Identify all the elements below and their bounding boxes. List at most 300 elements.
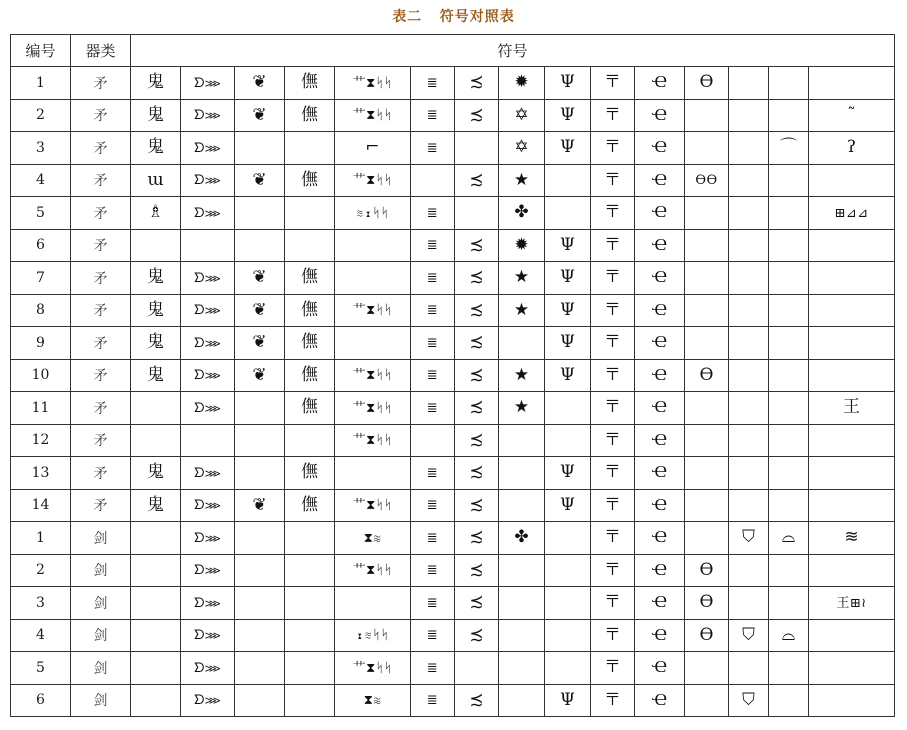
cicada-glyph: ❦	[252, 494, 267, 515]
flag-glyph: 〒	[604, 462, 621, 483]
bead-glyph: ϴ	[699, 592, 714, 613]
fish-hook-glyph: ≾	[469, 299, 484, 320]
fish-hook-glyph: ≾	[469, 592, 484, 613]
table-row	[11, 359, 895, 392]
tiger-mask-glyph: 鬼	[147, 72, 164, 93]
fence-glyph: ≣	[426, 628, 439, 644]
row-number: 5	[11, 197, 71, 230]
symbol-cell-arc	[769, 424, 809, 457]
symbol-cell-helmet-face	[285, 587, 335, 620]
symbol-cell-extra	[809, 652, 895, 685]
fish-hook-glyph: ≾	[469, 527, 484, 548]
table-caption: 表二 符号对照表	[392, 9, 515, 25]
hand-glyph: Ҽ	[652, 689, 667, 710]
trident-glyph: Ψ	[560, 72, 575, 93]
figure-glyph: ♗	[147, 202, 164, 223]
bead-glyph: ϴ	[699, 624, 714, 645]
symbol-cell-plant-hourglass	[335, 489, 411, 522]
symbol-cell-bead	[685, 392, 729, 425]
symbol-cell-star	[499, 619, 545, 652]
symbol-cell-fence	[411, 554, 455, 587]
symbol-cell-extra	[809, 522, 895, 555]
symbol-cell-plant-hourglass	[335, 457, 411, 490]
flag-glyph: 〒	[604, 364, 621, 385]
fish-hook-glyph: ≾	[469, 624, 484, 645]
flag-glyph: 〒	[604, 332, 621, 353]
header-symbols: 符号	[131, 35, 895, 67]
symbol-cell-hand-swirl	[635, 684, 685, 717]
tilde-glyph: ˜	[847, 104, 856, 125]
symbol-cell-star	[499, 457, 545, 490]
symbol-cell-helmet-face	[285, 197, 335, 230]
symbol-cell-hand-swirl	[635, 132, 685, 165]
symbol-cell-trident	[545, 684, 591, 717]
cicada-glyph: ❦	[252, 169, 267, 190]
symbol-cell-shield	[729, 67, 769, 100]
plant-hourglass-glyph: ⺾⧗ᛋᛋ	[352, 498, 393, 514]
symbol-cell-fence	[411, 424, 455, 457]
symbol-cell-fence	[411, 327, 455, 360]
symbol-cell-fence	[411, 522, 455, 555]
hand-glyph: Ҽ	[652, 234, 667, 255]
symbol-cell-extra	[809, 392, 895, 425]
symbol-cell-helmet-face	[285, 489, 335, 522]
symbol-cell-arc	[769, 652, 809, 685]
fence-glyph: ≣	[426, 368, 439, 384]
symbol-cell-helmet-face	[285, 262, 335, 295]
symbol-cell-hand-swirl	[635, 197, 685, 230]
hourglass-wave-glyph: ⧗≋	[363, 530, 382, 546]
row-type: 矛	[71, 392, 131, 425]
tiger-mask-glyph: 鬼	[147, 137, 164, 158]
tiger-body-glyph: ᗤ⋙	[193, 140, 222, 156]
symbol-cell-arc	[769, 132, 809, 165]
symbol-cell-tiger-body	[181, 392, 235, 425]
flag-glyph: 〒	[604, 72, 621, 93]
fence-glyph: ≣	[426, 563, 439, 579]
symbol-cell-tiger-mask	[131, 652, 181, 685]
symbol-cell-cicada	[235, 554, 285, 587]
symbol-cell-extra	[809, 327, 895, 360]
symbol-cell-helmet-face	[285, 652, 335, 685]
table-row	[11, 132, 895, 165]
symbol-cell-trident	[545, 262, 591, 295]
symbol-cell-hand-swirl	[635, 489, 685, 522]
tiger-body-glyph: ᗤ⋙	[193, 270, 222, 286]
symbol-cell-fish-hook	[455, 67, 499, 100]
symbol-cell-bead	[685, 262, 729, 295]
symbol-cell-tiger-body	[181, 67, 235, 100]
symbol-cell-tiger-body	[181, 587, 235, 620]
symbol-cell-fish-hook	[455, 392, 499, 425]
flag-glyph: 〒	[604, 592, 621, 613]
symbol-cell-star	[499, 164, 545, 197]
symbol-cell-bead	[685, 229, 729, 262]
symbol-cell-plant-hourglass	[335, 619, 411, 652]
symbol-cell-tiger-body	[181, 522, 235, 555]
row-number: 1	[11, 67, 71, 100]
symbol-cell-arc	[769, 587, 809, 620]
hand-glyph: Ҽ	[652, 169, 667, 190]
hand-glyph: Ҽ	[652, 299, 667, 320]
hand-glyph: Ҽ	[652, 104, 667, 125]
row-type: 剑	[71, 554, 131, 587]
symbol-cell-arc	[769, 229, 809, 262]
flag-glyph: 〒	[604, 527, 621, 548]
tiger-body-glyph: ᗤ⋙	[193, 530, 222, 546]
row-type: 剑	[71, 652, 131, 685]
symbol-cell-tiger-mask	[131, 587, 181, 620]
symbol-cell-cicada	[235, 229, 285, 262]
symbol-cell-helmet-face	[285, 359, 335, 392]
fence-glyph: ≣	[426, 465, 439, 481]
symbol-cell-arc	[769, 619, 809, 652]
symbol-cell-flag	[591, 262, 635, 295]
row-type: 剑	[71, 587, 131, 620]
hand-glyph: Ҽ	[652, 527, 667, 548]
row-type: 矛	[71, 99, 131, 132]
row-number: 9	[11, 327, 71, 360]
symbol-cell-fish-hook	[455, 684, 499, 717]
symbol-cell-tiger-body	[181, 489, 235, 522]
symbol-cell-plant-hourglass	[335, 392, 411, 425]
symbol-cell-shield	[729, 619, 769, 652]
symbol-cell-trident	[545, 424, 591, 457]
symbol-cell-helmet-face	[285, 619, 335, 652]
symbol-cell-tiger-body	[181, 99, 235, 132]
table-row	[11, 424, 895, 457]
flag-glyph: 〒	[604, 689, 621, 710]
symbol-cell-bead	[685, 684, 729, 717]
fence-glyph: ≣	[426, 660, 439, 676]
row-type: 矛	[71, 457, 131, 490]
row-type: 矛	[71, 132, 131, 165]
sun-star-glyph: ✹	[514, 72, 529, 93]
symbol-cell-bead	[685, 619, 729, 652]
symbol-cell-hand-swirl	[635, 652, 685, 685]
symbol-cell-flag	[591, 164, 635, 197]
symbol-cell-shield	[729, 522, 769, 555]
symbol-cell-star	[499, 229, 545, 262]
symbol-cell-fish-hook	[455, 327, 499, 360]
hand-glyph: Ҽ	[652, 72, 667, 93]
sun-star-glyph: ✹	[514, 234, 529, 255]
symbol-cell-tiger-body	[181, 684, 235, 717]
flag-glyph: 〒	[604, 202, 621, 223]
shield-glyph: ⛉	[742, 689, 755, 710]
symbol-cell-bead	[685, 197, 729, 230]
hourglass-wave-glyph: ⧗≋	[363, 693, 382, 709]
trident-glyph: Ψ	[560, 462, 575, 483]
trident-glyph: Ψ	[560, 494, 575, 515]
bead-glyph: ϴ	[699, 364, 714, 385]
symbol-cell-hand-swirl	[635, 359, 685, 392]
symbol-cell-plant-hourglass	[335, 294, 411, 327]
row-type: 剑	[71, 522, 131, 555]
symbol-cell-tiger-mask	[131, 489, 181, 522]
symbol-cell-extra	[809, 229, 895, 262]
solid-star-glyph: ★	[513, 169, 530, 190]
symbol-cell-plant-hourglass	[335, 164, 411, 197]
symbol-cell-helmet-face	[285, 327, 335, 360]
symbol-cell-shield	[729, 587, 769, 620]
symbol-cell-helmet-face	[285, 392, 335, 425]
tiger-body-glyph: ᗤ⋙	[193, 693, 222, 709]
symbol-cell-plant-hourglass	[335, 359, 411, 392]
tiger-mask-glyph: 鬼	[147, 299, 164, 320]
row-number: 13	[11, 457, 71, 490]
symbol-cell-tiger-mask	[131, 359, 181, 392]
symbol-cell-helmet-face	[285, 457, 335, 490]
symbol-cell-tiger-mask	[131, 327, 181, 360]
trident-glyph: Ψ	[560, 299, 575, 320]
symbol-cell-extra	[809, 619, 895, 652]
symbol-cell-arc	[769, 67, 809, 100]
symbol-cell-flag	[591, 132, 635, 165]
shield-glyph: ⛉	[742, 624, 755, 645]
table-row	[11, 197, 895, 230]
symbol-cell-helmet-face	[285, 164, 335, 197]
bead-glyph: ϴ	[699, 559, 714, 580]
row-number: 2	[11, 554, 71, 587]
symbol-cell-helmet-face	[285, 229, 335, 262]
table-row	[11, 522, 895, 555]
symbol-cell-plant-hourglass	[335, 652, 411, 685]
table-row	[11, 392, 895, 425]
symbol-cell-fence	[411, 392, 455, 425]
symbol-cell-extra	[809, 424, 895, 457]
symbol-cell-tiger-body	[181, 457, 235, 490]
symbol-cell-trident	[545, 67, 591, 100]
symbol-cell-tiger-mask	[131, 262, 181, 295]
symbol-cell-trident	[545, 587, 591, 620]
symbol-cell-hand-swirl	[635, 262, 685, 295]
symbol-cell-fence	[411, 619, 455, 652]
symbol-cell-tiger-mask	[131, 99, 181, 132]
fish-hook-glyph: ≾	[469, 689, 484, 710]
symbol-cell-bead	[685, 424, 729, 457]
solid-star-glyph: ★	[513, 364, 530, 385]
symbol-cell-bead	[685, 294, 729, 327]
symbol-cell-tiger-mask	[131, 164, 181, 197]
hand-glyph: Ҽ	[652, 462, 667, 483]
row-number: 4	[11, 164, 71, 197]
flag-glyph: 〒	[604, 169, 621, 190]
symbol-cell-flag	[591, 392, 635, 425]
row-number: 11	[11, 392, 71, 425]
symbol-cell-flag	[591, 197, 635, 230]
row-number: 4	[11, 619, 71, 652]
symbol-cell-helmet-face	[285, 424, 335, 457]
symbol-cell-tiger-mask	[131, 684, 181, 717]
symbol-cell-flag	[591, 99, 635, 132]
symbol-cell-extra	[809, 132, 895, 165]
symbol-cell-shield	[729, 99, 769, 132]
symbol-cell-hand-swirl	[635, 424, 685, 457]
plant-hourglass-glyph: ⺾⧗ᛋᛋ	[352, 400, 393, 416]
table-row	[11, 619, 895, 652]
table-row	[11, 99, 895, 132]
symbol-cell-tiger-mask	[131, 229, 181, 262]
row-number: 3	[11, 587, 71, 620]
symbol-cell-flag	[591, 327, 635, 360]
grid-triangles-glyph: ⊞⊿⊿	[834, 205, 869, 221]
solid-star-glyph: ★	[513, 299, 530, 320]
trident-glyph: Ψ	[560, 689, 575, 710]
symbol-cell-tiger-body	[181, 262, 235, 295]
symbol-cell-arc	[769, 294, 809, 327]
symbol-cell-flag	[591, 554, 635, 587]
symbol-cell-tiger-mask	[131, 457, 181, 490]
symbol-cell-tiger-body	[181, 229, 235, 262]
plant-hourglass-glyph: ⺾⧗ᛋᛋ	[352, 368, 393, 384]
symbol-cell-bead	[685, 489, 729, 522]
helmet-face-glyph: 㒇	[301, 462, 318, 483]
tiger-body-glyph: ᗤ⋙	[193, 628, 222, 644]
table-row	[11, 684, 895, 717]
cicada-glyph: ❦	[252, 364, 267, 385]
table-body	[11, 67, 895, 717]
symbol-cell-plant-hourglass	[335, 554, 411, 587]
symbol-cell-arc	[769, 392, 809, 425]
symbol-cell-cicada	[235, 619, 285, 652]
symbol-cell-bead	[685, 132, 729, 165]
symbol-cell-tiger-mask	[131, 522, 181, 555]
helmet-face-glyph: 㒇	[301, 397, 318, 418]
fence-glyph: ≣	[426, 303, 439, 319]
symbol-cell-fence	[411, 489, 455, 522]
symbol-cell-extra	[809, 554, 895, 587]
symbol-cell-extra	[809, 262, 895, 295]
tiger-body-glyph: ᗤ⋙	[193, 335, 222, 351]
plant-hourglass-glyph: ⺾⧗ᛋᛋ	[352, 173, 393, 189]
symbol-cell-cicada	[235, 457, 285, 490]
symbol-cell-cicada	[235, 197, 285, 230]
wave-hourglass-glyph: ≋⧗ᛋᛋ	[355, 205, 390, 221]
bead-glyph: ϴ	[699, 72, 714, 93]
symbol-cell-fish-hook	[455, 489, 499, 522]
row-number: 2	[11, 99, 71, 132]
hand-glyph: Ҽ	[652, 494, 667, 515]
symbol-cell-star	[499, 424, 545, 457]
plant-hourglass-glyph: ⺾⧗ᛋᛋ	[352, 563, 393, 579]
symbol-cell-fence	[411, 294, 455, 327]
tiger-body-glyph: ᗤ⋙	[193, 465, 222, 481]
fence-glyph: ≣	[426, 270, 439, 286]
symbol-cell-arc	[769, 327, 809, 360]
symbol-cell-fence	[411, 684, 455, 717]
row-number: 12	[11, 424, 71, 457]
symbol-cell-trident	[545, 294, 591, 327]
symbol-cell-trident	[545, 229, 591, 262]
symbol-cell-fence	[411, 359, 455, 392]
symbol-cell-cicada	[235, 327, 285, 360]
fish-hook-glyph: ≾	[469, 559, 484, 580]
symbol-cell-fence	[411, 197, 455, 230]
flower-glyph: ✤	[514, 527, 529, 548]
symbol-cell-tiger-body	[181, 652, 235, 685]
table-row	[11, 457, 895, 490]
symbol-cell-trident	[545, 652, 591, 685]
helmet-face-glyph: 㒇	[301, 364, 318, 385]
hand-glyph: Ҽ	[652, 429, 667, 450]
symbol-cell-cicada	[235, 489, 285, 522]
symbol-cell-cicada	[235, 294, 285, 327]
symbol-cell-bead	[685, 67, 729, 100]
plant-hourglass-glyph: ⺾⧗ᛋᛋ	[352, 660, 393, 676]
tiger-body-glyph: ᗤ⋙	[193, 595, 222, 611]
symbol-cell-fence	[411, 132, 455, 165]
horseshoe-glyph: ⌓	[781, 527, 796, 548]
symbol-cell-arc	[769, 262, 809, 295]
symbol-cell-tiger-body	[181, 164, 235, 197]
hand-glyph: Ҽ	[652, 332, 667, 353]
fence-glyph: ≣	[426, 140, 439, 156]
symbol-cell-plant-hourglass	[335, 229, 411, 262]
symbol-cell-arc	[769, 457, 809, 490]
hand-glyph: Ҽ	[652, 397, 667, 418]
claw-glyph: ɯ	[147, 169, 164, 190]
corner-glyph: ⌐	[365, 137, 380, 158]
symbol-cell-helmet-face	[285, 684, 335, 717]
symbol-cell-trident	[545, 99, 591, 132]
symbol-cell-tiger-mask	[131, 294, 181, 327]
symbol-cell-hand-swirl	[635, 587, 685, 620]
helmet-face-glyph: 㒇	[301, 72, 318, 93]
cicada-glyph: ❦	[252, 267, 267, 288]
symbol-cell-extra	[809, 457, 895, 490]
symbol-cell-trident	[545, 554, 591, 587]
helmet-face-glyph: 㒇	[301, 104, 318, 125]
symbol-cell-plant-hourglass	[335, 262, 411, 295]
hourglass-wave-ladder-glyph: ⧗≋ᛋᛋ	[355, 628, 390, 644]
symbol-cell-cicada	[235, 67, 285, 100]
fence-glyph: ≣	[426, 498, 439, 514]
symbol-cell-tiger-mask	[131, 554, 181, 587]
symbol-cell-shield	[729, 392, 769, 425]
symbol-cell-shield	[729, 684, 769, 717]
symbol-cell-fish-hook	[455, 99, 499, 132]
fish-hook-glyph: ≾	[469, 72, 484, 93]
symbol-cell-shield	[729, 554, 769, 587]
helmet-face-glyph: 㒇	[301, 332, 318, 353]
symbol-cell-fish-hook	[455, 554, 499, 587]
tiger-mask-glyph: 鬼	[147, 364, 164, 385]
symbol-cell-star	[499, 587, 545, 620]
symbol-cell-plant-hourglass	[335, 99, 411, 132]
trident-glyph: Ψ	[560, 137, 575, 158]
row-type: 矛	[71, 489, 131, 522]
symbol-cell-fish-hook	[455, 229, 499, 262]
flag-glyph: 〒	[604, 559, 621, 580]
symbol-cell-cicada	[235, 587, 285, 620]
table-row	[11, 294, 895, 327]
row-number: 14	[11, 489, 71, 522]
symbol-cell-tiger-body	[181, 327, 235, 360]
wang-grid-glyph: 王⊞≀	[836, 595, 867, 611]
tiger-body-glyph: ᗤ⋙	[193, 205, 222, 221]
symbol-cell-fish-hook	[455, 132, 499, 165]
row-number: 8	[11, 294, 71, 327]
fence-glyph: ≣	[426, 530, 439, 546]
double-bead-glyph: ϴϴ	[695, 173, 718, 189]
row-type: 剑	[71, 619, 131, 652]
cicada-glyph: ❦	[252, 104, 267, 125]
symbol-cell-star	[499, 684, 545, 717]
symbol-cell-hand-swirl	[635, 457, 685, 490]
symbol-cell-shield	[729, 132, 769, 165]
table-row	[11, 554, 895, 587]
